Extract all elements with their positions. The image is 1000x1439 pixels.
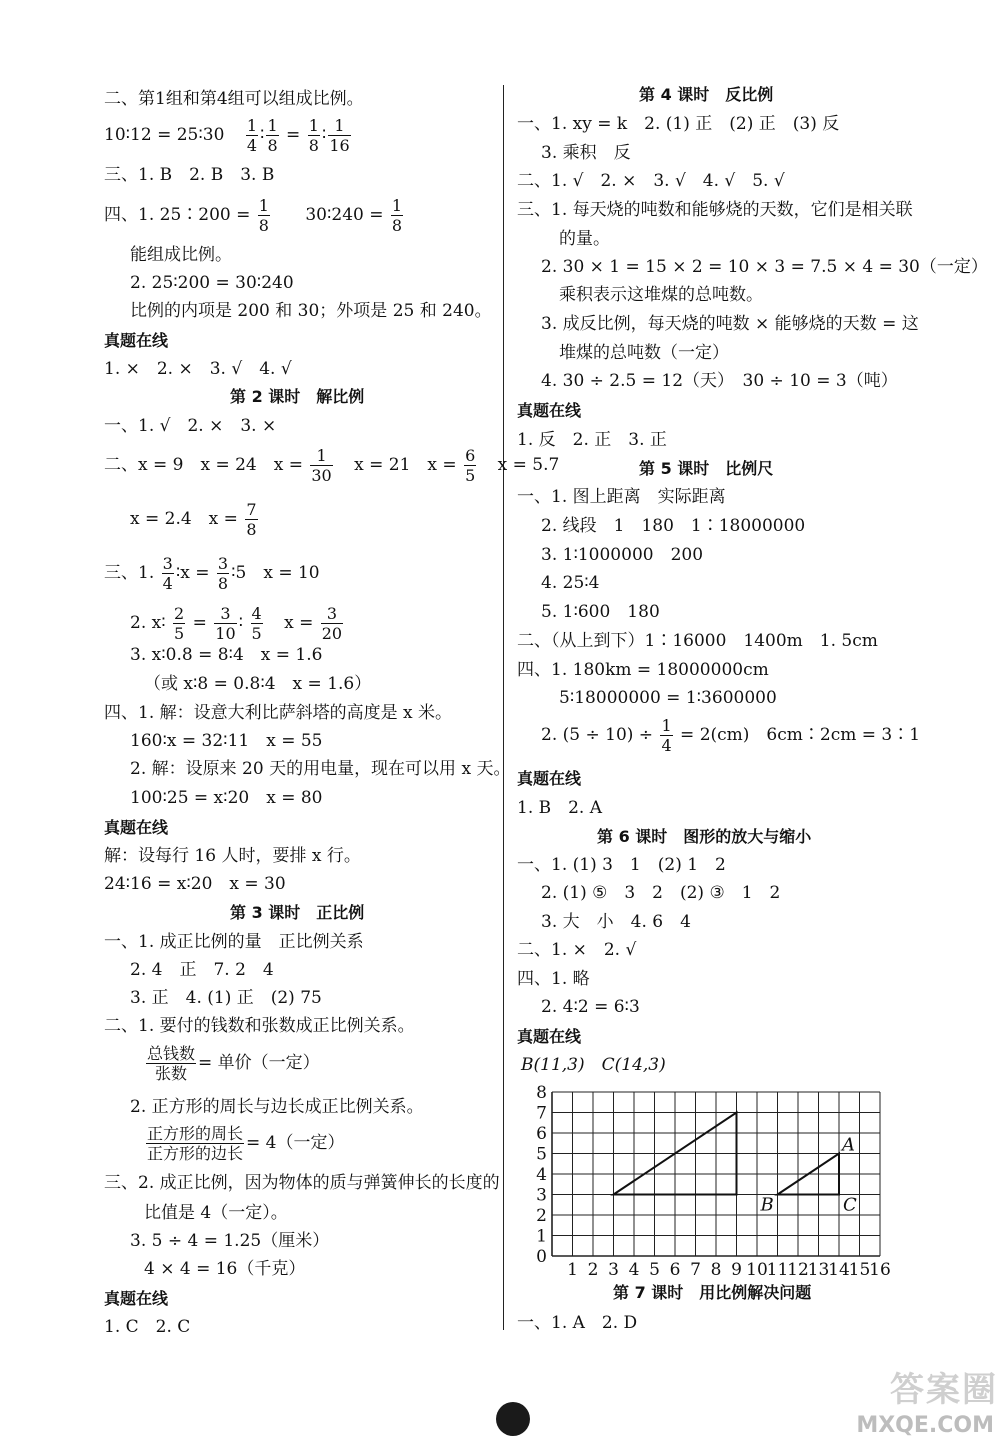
- answer-line: 5∶18000000 = 1∶3600000: [559, 688, 777, 708]
- x-tick-label: 12: [787, 1260, 809, 1280]
- fraction: $\frac{1}{4}$: [246, 116, 258, 155]
- x-tick-label: 5: [649, 1260, 660, 1280]
- answer-line: 1. 反 2. 正 3. 正: [517, 430, 667, 450]
- answer-line: 160∶x = 32∶11 x = 55: [130, 731, 323, 751]
- answer-line: 5. 1∶600 180: [541, 602, 660, 622]
- answer-line: 一、1. A 2. D: [517, 1313, 638, 1333]
- fraction: $\frac{1}{8}$: [391, 196, 403, 235]
- fraction: $\frac{1}{8}$: [267, 116, 278, 155]
- y-tick-label: 6: [536, 1124, 547, 1144]
- equation-line: $\frac{\text{总钱数}}{\text{张数}}$ = 单价（一定）: [147, 1044, 320, 1083]
- answer-line: 4. 30 ÷ 2.5 = 12（天） 30 ÷ 10 = 3（吨）: [541, 371, 898, 391]
- x-tick-label: 16: [869, 1260, 891, 1280]
- answer-line: 100∶25 = x∶20 x = 80: [130, 788, 323, 808]
- answer-line: 3. x∶0.8 = 8∶4 x = 1.6: [130, 645, 323, 665]
- x-tick-label: 13: [807, 1260, 830, 1280]
- answer-line: 三、1. 每天烧的吨数和能够烧的天数，它们是相关联: [517, 200, 913, 220]
- fraction: $\frac{1}{8}$: [258, 196, 269, 235]
- fraction: $\frac{\text{总钱数}}{\text{张数}}$: [147, 1044, 196, 1083]
- column-divider: [503, 85, 504, 1330]
- answer-line: 堆煤的总吨数（一定）: [559, 343, 729, 363]
- y-tick-label: 5: [536, 1144, 547, 1165]
- answer-line: 2. (1) ⑤ 3 2 (2) ③ 1 2: [541, 883, 781, 903]
- answer-line: 2. 线段 1 180 1∶18000000: [541, 516, 806, 536]
- x-tick-label: 1: [567, 1260, 578, 1280]
- y-tick-label: 3: [536, 1185, 547, 1206]
- answer-line: 三、1. B 2. B 3. B: [104, 165, 275, 185]
- answer-line: 3. 1∶1000000 200: [541, 545, 704, 565]
- equation-line: 三、1. $\frac{3}{4}$ ∶x = $\frac{3}{8}$ ∶5 x = 10: [104, 554, 320, 593]
- answer-line: 二、（从上到下）1∶16000 1400m 1. 5cm: [517, 631, 878, 651]
- answer-line: 比值是 4（一定）。: [144, 1203, 288, 1223]
- x-tick-label: 3: [608, 1260, 619, 1280]
- answer-line: 4 × 4 = 16（千克）: [144, 1259, 306, 1279]
- ratio-line: 10∶12 = 25∶30 $\frac{1}{4}$ ∶ $\frac{1}{8}$ = $\frac{1}{8}$ ∶ $\frac{1}{16}$: [104, 116, 350, 155]
- answer-line: 一、1. 成正比例的量 正比例关系: [104, 932, 364, 952]
- fraction: $\frac{1}{30}$: [311, 446, 332, 485]
- answer-line: 四、1. 略: [517, 969, 590, 989]
- answer-line: 1. × 2. × 3. √ 4. √: [104, 359, 292, 379]
- x-tick-label: 14: [828, 1260, 850, 1280]
- y-tick-label: 1: [536, 1226, 547, 1247]
- answer-line: 解：设每行 16 人时，要排 x 行。: [104, 846, 361, 866]
- lesson-heading: 第 3 课时 正比例: [230, 903, 365, 922]
- x-tick-label: 6: [669, 1260, 681, 1280]
- page-number-badge: [496, 1402, 530, 1436]
- answer-line: [104, 88, 364, 110]
- watermark: [818, 1362, 998, 1438]
- equation-line: 2. (5 ÷ 10) ÷ $\frac{1}{4}$ = 2(cm) 6cm∶2cm = 3∶1: [541, 716, 921, 755]
- grid-lines: [552, 1092, 880, 1256]
- x-tick-label: 15: [848, 1260, 871, 1280]
- x-tick-label: 2: [587, 1260, 599, 1280]
- text: 10∶12 = 25∶30: [104, 125, 225, 145]
- answer-line: 3. 大 小 4. 6 4: [541, 912, 691, 932]
- lesson-heading: 第 2 课时 解比例: [230, 387, 365, 406]
- answer-line: 一、1. (1) 3 1 (2) 1 2: [517, 855, 726, 875]
- y-tick-label: 7: [536, 1103, 547, 1124]
- answer-line: 2. 25∶200 = 30∶240: [130, 273, 294, 293]
- section-label: 真题在线: [104, 1289, 169, 1308]
- answer-line: 比例的内项是 200 和 30；外项是 25 和 240。: [130, 301, 492, 321]
- x-tick-label: 10: [746, 1260, 768, 1280]
- y-tick-label: 4: [536, 1165, 547, 1185]
- fraction: $\frac{6}{5}$: [465, 446, 476, 485]
- fraction: $\frac{1}{8}$: [308, 116, 319, 155]
- point-b-label: B: [760, 1194, 774, 1216]
- lesson-heading: 第 6 课时 图形的放大与缩小: [597, 827, 812, 846]
- fraction: $\frac{3}{10}$: [215, 604, 236, 643]
- y-tick-label: 2: [536, 1206, 547, 1226]
- answer-line: 2. 4 正 7. 2 4: [130, 960, 274, 980]
- x-tick-label: 11: [766, 1260, 789, 1280]
- section-label: 真题在线: [517, 401, 582, 420]
- fraction: $\frac{4}{5}$: [251, 604, 262, 643]
- answer-line: （或 x∶8 = 0.8∶4 x = 1.6）: [144, 674, 372, 694]
- answer-line: 二、1. 要付的钱数和张数成正比例关系。: [104, 1016, 415, 1036]
- x-tick-label: 9: [731, 1260, 742, 1280]
- answer-line: 4. 25∶4: [541, 573, 600, 593]
- equation-line: x = 2.4 x = $\frac{7}{8}$: [130, 500, 257, 539]
- fraction: $\frac{\text{正方形的周长}}{\text{正方形的边长}}$: [147, 1124, 244, 1163]
- coordinate-grid: [520, 1080, 905, 1280]
- answer-line: 四、1. 180km = 18000000cm: [517, 660, 769, 680]
- answer-line: 1. B 2. A: [517, 798, 603, 818]
- ratio-line: 四、1. 25∶200 = $\frac{1}{8}$ 30∶240 = $\frac{1}{8}$: [104, 196, 403, 235]
- answer-line: 二、1. × 2. √: [517, 940, 637, 960]
- answer-line: 能组成比例。: [130, 245, 232, 265]
- fraction: $\frac{7}{8}$: [246, 500, 257, 539]
- answer-line: 2. 解：设原来 20 天的用电量，现在可以用 x 天。: [130, 759, 511, 779]
- equation-line: $\frac{\text{正方形的周长}}{\text{正方形的边长}}$ = 4（一定）: [147, 1124, 345, 1163]
- section-label: 真题在线: [517, 1027, 582, 1046]
- y-tick-label: 8: [536, 1083, 547, 1103]
- point-c-label: C: [843, 1194, 857, 1216]
- answer-line: 3. 5 ÷ 4 = 1.25（厘米）: [130, 1231, 330, 1251]
- y-tick-label: 0: [536, 1247, 547, 1267]
- section-label: 真题在线: [517, 769, 582, 788]
- answer-line: 乘积表示这堆煤的总吨数。: [559, 285, 763, 305]
- fraction: $\frac{1}{16}$: [329, 116, 350, 155]
- lesson-heading: 第 7 课时 用比例解决问题: [613, 1283, 812, 1302]
- answer-line: 2. 正方形的周长与边长成正比例关系。: [130, 1097, 424, 1117]
- watermark-url: MXQE.COM: [856, 1413, 994, 1438]
- answer-line: 3. 成反比例，每天烧的吨数 × 能够烧的天数 = 这: [541, 314, 919, 334]
- answer-line: 二、1. √ 2. × 3. √ 4. √ 5. √: [517, 171, 785, 191]
- x-tick-label: 7: [690, 1260, 701, 1280]
- answer-line: B(11,3) C(14,3): [521, 1055, 666, 1075]
- point-a-label: A: [842, 1134, 855, 1156]
- text: 二、第1组和第4组可以组成比例。: [104, 89, 364, 109]
- fraction: $\frac{1}{4}$: [661, 716, 672, 755]
- answer-line: 24∶16 = x∶20 x = 30: [104, 874, 286, 894]
- watermark-logo-text: 答案圈: [890, 1370, 998, 1410]
- answer-line: 3. 乘积 反: [541, 143, 631, 163]
- fraction: $\frac{2}{5}$: [174, 604, 185, 643]
- fraction: $\frac{3}{20}$: [321, 604, 343, 643]
- fraction: $\frac{3}{8}$: [217, 554, 229, 593]
- x-tick-label: 4: [628, 1260, 640, 1280]
- answer-line: 2. 4∶2 = 6∶3: [541, 997, 640, 1017]
- answer-line: 2. 30 × 1 = 15 × 2 = 10 × 3 = 7.5 × 4 = 30（一定）: [541, 257, 988, 277]
- x-tick-label: 8: [710, 1260, 722, 1280]
- fraction: $\frac{3}{4}$: [162, 554, 173, 593]
- section-label: 真题在线: [104, 818, 169, 837]
- answer-line: 三、2. 成正比例，因为物体的质与弹簧伸长的长度的: [104, 1173, 500, 1193]
- answer-line: 一、1. 图上距离 实际距离: [517, 487, 726, 507]
- section-label: 真题在线: [104, 331, 169, 350]
- answer-line: 四、1. 解：设意大利比萨斜塔的高度是 x 米。: [104, 703, 453, 723]
- equation-line: 二、x = 9 x = 24 x = $\frac{1}{30}$ x = 21 x = $\frac{6}{5}$ x = 5.7: [104, 446, 560, 485]
- equation-line: 2. x∶ $\frac{2}{5}$ = $\frac{3}{10}$ ∶ $\frac{4}{5}$ x = $\frac{3}{20}$: [130, 604, 343, 643]
- answer-line: 3. 正 4. (1) 正 (2) 75: [130, 988, 322, 1008]
- lesson-heading: 第 4 课时 反比例: [639, 85, 774, 104]
- answer-line: 1. C 2. C: [104, 1317, 191, 1337]
- answer-line: 一、1. xy = k 2. (1) 正 (2) 正 (3) 反: [517, 114, 840, 134]
- lesson-heading: 第 5 课时 比例尺: [639, 459, 774, 478]
- answer-line: 的量。: [559, 229, 610, 249]
- answer-line: 一、1. √ 2. × 3. ×: [104, 416, 277, 436]
